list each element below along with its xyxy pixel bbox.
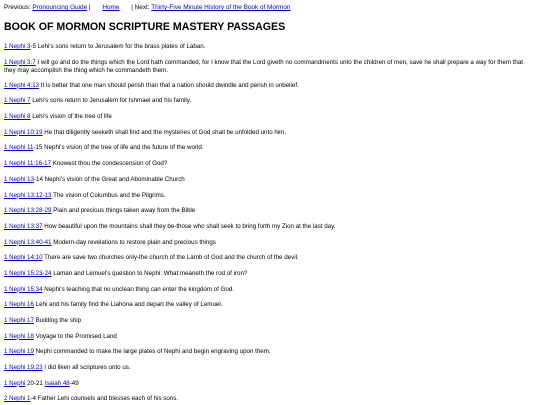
passage-text: 20-21 — [25, 379, 45, 387]
scripture-link[interactable]: 1 Nephi — [4, 379, 26, 387]
scripture-link[interactable]: 1 Nephi 19:23 — [4, 364, 43, 372]
scripture-link[interactable]: 1 Nephi 19 — [4, 348, 34, 356]
passage-entry — [4, 176, 536, 184]
passage-entry — [4, 364, 536, 372]
passage-entry — [4, 395, 536, 403]
passage-entry — [4, 129, 536, 137]
passage-entry — [4, 223, 536, 231]
top-navigation — [4, 3, 536, 12]
passage-text: He that diligently seeketh shall find and the mysteries of God shall be unfolded unto him. — [42, 128, 287, 136]
scripture-link[interactable]: 1 Nephi 8 — [4, 113, 31, 121]
passage-text: Laman and Lemuel's question to Nephi: What meaneth the rod of iron? — [51, 269, 248, 277]
scripture-link[interactable]: 1 Nephi 13:28-29 — [4, 207, 52, 215]
scripture-link[interactable]: 1 Nephi 13:40-41 — [4, 238, 52, 246]
scripture-link[interactable]: 1 Nephi 11:16-17 — [4, 160, 52, 168]
passage-entry — [4, 97, 536, 105]
passage-entry — [4, 286, 536, 294]
passage-entry — [4, 380, 536, 388]
scripture-link[interactable]: 1 Nephi 3:7 — [4, 58, 36, 66]
passage-entry — [4, 317, 536, 325]
scripture-link[interactable]: 1 Nephi 17 — [4, 317, 34, 324]
passage-text: Plain and precious things taken away from the Bible — [51, 207, 196, 215]
previous-link[interactable]: Pronouncing Guide — [32, 4, 88, 11]
passage-text: Lehi's sons return to Jerusalem for Ishmael and his family. — [30, 97, 192, 105]
passage-entry — [4, 144, 536, 152]
passage-text: I will go and do the things which the Lord hath commanded, for I know that the Lord giveth no commandments unto the children of men, save he shall prepare a way for them that they may accomplish the thing which he commandeth them. — [4, 58, 524, 74]
passage-text: Voyage to the Promised Land — [33, 332, 117, 340]
passage-text: -15 Nephi's vision of the tree of life and the future of the world. — [33, 144, 204, 152]
passage-text: Knowest thou the condescension of God? — [51, 160, 168, 168]
passage-text: Lehi's vision of the tree of life — [30, 113, 112, 121]
passage-entry — [4, 348, 536, 356]
home-link[interactable]: Home — [102, 4, 120, 11]
scripture-link[interactable]: 1 Nephi 3 — [4, 43, 31, 50]
passage-text: -4 Father Lehi counsels and blesses each of his sons. — [30, 395, 179, 403]
passage-entry — [4, 333, 536, 341]
passage-text: Lehi and his family find the Liahona and depart the valley of Lemuel. — [33, 301, 223, 309]
passage-entry — [4, 82, 536, 90]
scripture-link[interactable]: 1 Nephi 15:34 — [4, 285, 43, 293]
scripture-link[interactable]: Isaiah 48 — [44, 379, 70, 387]
passage-text: There are save two churches only-the church of the Lamb of God and the church of the devil. — [42, 254, 299, 262]
passage-text: -5 Lehi's sons return to Jerusalem for the brass plates of Laban. — [30, 43, 206, 50]
passage-text: Nephi commanded to make the large plates of Nephi and begin engraving upon them. — [33, 348, 271, 356]
scripture-link[interactable]: 1 Nephi 16 — [4, 301, 34, 309]
passage-text: -14 Nephi's vision of the Great and Abominable Church — [33, 175, 185, 183]
passage-text: -49 — [69, 379, 79, 387]
passage-entry — [4, 254, 536, 262]
passage-text: It is better that one man should perish than that a nation should dwindle and perish in unbelief. — [39, 81, 299, 89]
scripture-link[interactable]: 1 Nephi 7 — [4, 97, 31, 105]
passage-entry — [4, 43, 536, 51]
nav-separator: | — [88, 4, 91, 11]
passage-text: Modern-day revelations to restore plain and precious things — [51, 238, 216, 246]
passage-entry — [4, 192, 536, 200]
passage-entry — [4, 160, 536, 168]
passage-list — [4, 43, 536, 403]
next-label: Next: — [134, 4, 150, 11]
passage-text: I did liken all scriptures unto us. — [42, 364, 131, 372]
passage-entry — [4, 59, 536, 75]
page-title: BOOK OF MORMON SCRIPTURE MASTERY PASSAGES — [4, 21, 286, 33]
passage-entry — [4, 207, 536, 215]
scripture-link[interactable]: 1 Nephi 14:10 — [4, 254, 43, 262]
nav-separator: | — [131, 4, 133, 11]
scripture-link[interactable]: 1 Nephi 13:12-13 — [4, 191, 52, 199]
scripture-link[interactable]: 1 Nephi 13:37 — [4, 222, 43, 230]
passage-text: Building the ship — [33, 317, 82, 324]
scripture-link[interactable]: 1 Nephi 15:23-24 — [4, 269, 52, 277]
passage-text: The vision of Columbus and the Pilgrims. — [51, 191, 166, 199]
scripture-link[interactable]: 2 Nephi 1 — [4, 395, 31, 403]
passage-entry — [4, 301, 536, 309]
next-link[interactable]: Thirty-Five Minute History of the Book of Mormon — [151, 4, 291, 11]
scripture-link[interactable]: 1 Nephi 4:13 — [4, 81, 40, 89]
previous-label: Previous: — [4, 4, 31, 11]
passage-text: How beautiful upon the mountains shall they be-those who shall seek to bring forth my Zion at the last day. — [42, 222, 336, 230]
passage-entry — [4, 239, 536, 247]
passage-entry — [4, 270, 536, 278]
scripture-link[interactable]: 1 Nephi 11 — [4, 144, 34, 152]
scripture-link[interactable]: 1 Nephi 18 — [4, 332, 34, 340]
scripture-link[interactable]: 1 Nephi 13 — [4, 175, 34, 183]
scripture-link[interactable]: 1 Nephi 10:19 — [4, 128, 43, 136]
passage-text: Nephi's teaching that no unclean thing can enter the kingdom of God. — [42, 285, 234, 293]
passage-entry — [4, 113, 536, 121]
